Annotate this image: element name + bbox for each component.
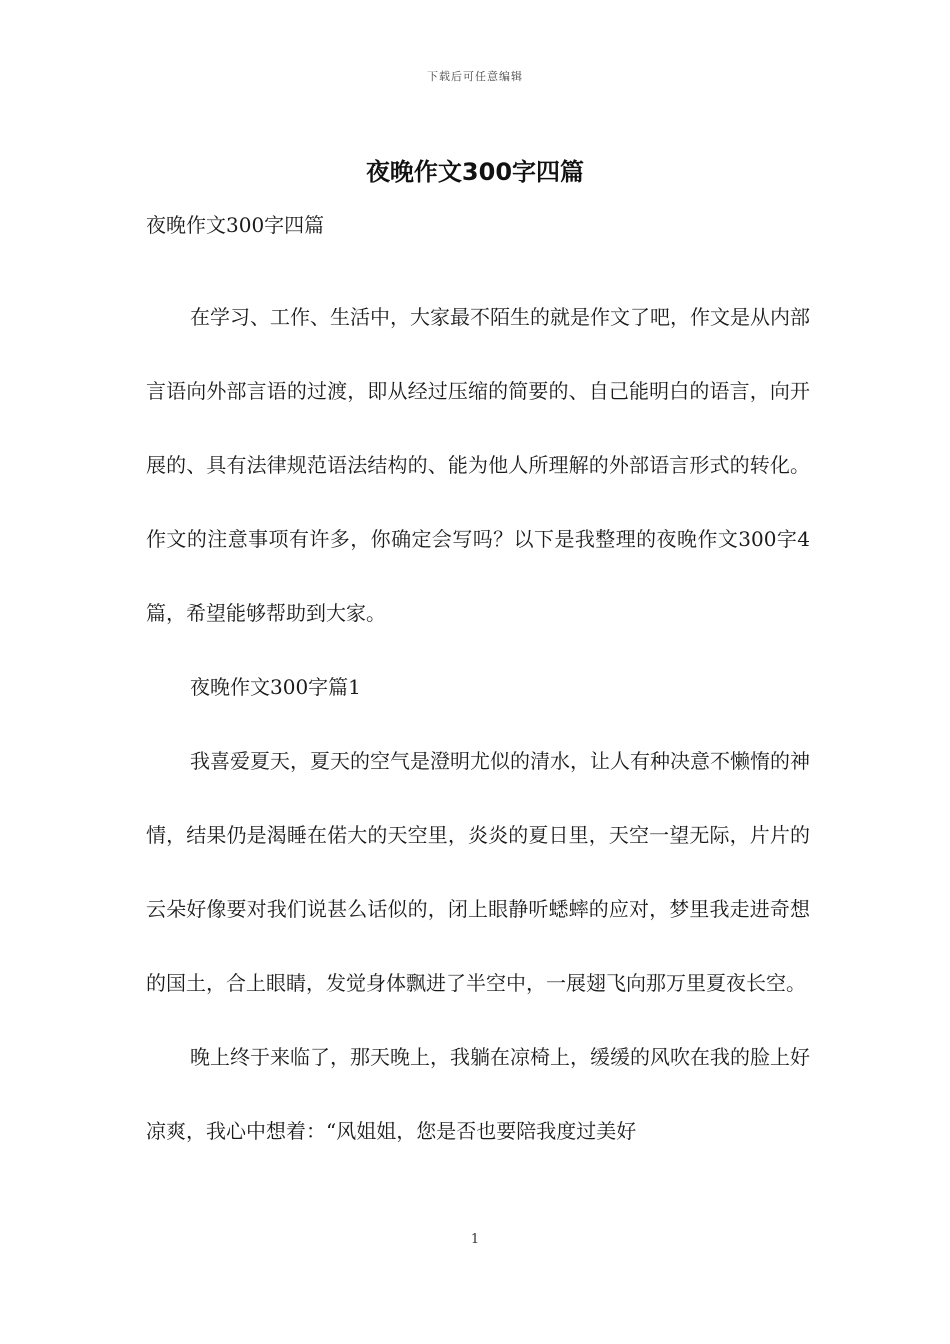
section-paragraph-1: 我喜爱夏天，夏天的空气是澄明尤似的清水，让人有种决意不懒惰的神情，结果仍是渴睡在偌大的天空里，炎炎的夏日里，天空一望无际，片片的云朵好像要对我们说甚么话似的，闭上眼静听蟋蟀的应对，梦里我走进奇想的国土，合上眼睛，发觉身体飘进了半空中，一展翅飞向那万里夏夜长空。	[146, 749, 810, 995]
document-body	[146, 206, 810, 1168]
document-title: 夜晚作文300字四篇	[365, 158, 585, 186]
document-subtitle: 夜晚作文300字四篇	[146, 213, 325, 237]
intro-paragraph: 在学习、工作、生活中，大家最不陌生的就是作文了吧，作文是从内部言语向外部言语的过渡，即从经过压缩的简要的、自己能明白的语言，向开展的、具有法律规范语法结构的、能为他人所理解的外部语言形式的转化。作文的注意事项有许多，你确定会写吗？以下是我整理的夜晚作文300字4篇，希望能够帮助到大家。	[146, 305, 810, 625]
section-heading: 夜晚作文300字篇1	[190, 675, 361, 699]
section-paragraph-2: 晚上终于来临了，那天晚上，我躺在凉椅上，缓缓的风吹在我的脸上好凉爽，我心中想着：“风姐姐，您是否也要陪我度过美好	[146, 1045, 810, 1143]
page-number: 1	[470, 1232, 480, 1247]
header-note: 下载后可任意编辑	[427, 70, 523, 83]
